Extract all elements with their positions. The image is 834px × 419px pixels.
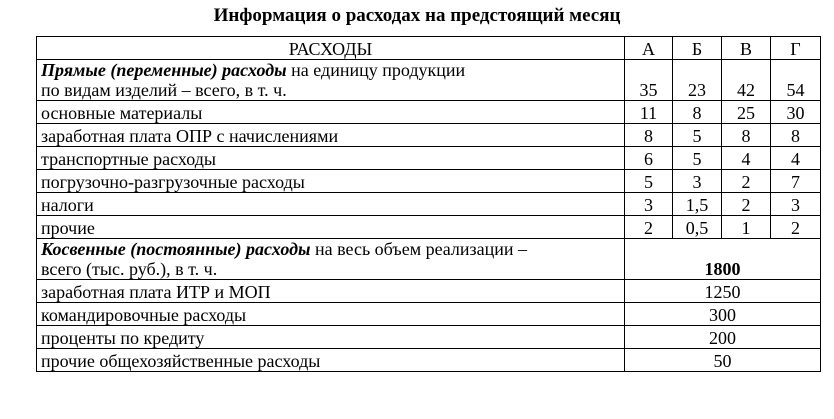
row-label: прочие общехозяйственные расходы [37, 349, 625, 372]
header-col-v: В [722, 37, 771, 60]
expenses-table [36, 36, 821, 372]
cell-v: 2 [722, 193, 771, 216]
table-row [37, 124, 821, 147]
table-row [37, 216, 821, 239]
table-row [37, 349, 821, 372]
cell-v: 1 [722, 216, 771, 239]
header-col-b: Б [673, 37, 722, 60]
indirect-costs-title: Косвенные (постоянные) расходы [41, 239, 311, 259]
direct-total-v: 42 [722, 60, 771, 101]
cell-v: 25 [722, 101, 771, 124]
table-row [37, 170, 821, 193]
indirect-costs-title-line2: всего (тыс. руб.), в т. ч. [41, 259, 218, 279]
cell-g: 8 [771, 124, 821, 147]
cell-b: 8 [673, 101, 722, 124]
direct-total-b: 23 [673, 60, 722, 101]
row-label: заработная плата ОПР с начислениями [37, 124, 625, 147]
cell-g: 7 [771, 170, 821, 193]
direct-costs-label [37, 60, 625, 101]
row-value: 1250 [625, 280, 821, 303]
row-value: 200 [625, 326, 821, 349]
table-header-row [37, 37, 821, 60]
cell-g: 2 [771, 216, 821, 239]
table-row [37, 326, 821, 349]
table-row [37, 101, 821, 124]
direct-total-g: 54 [771, 60, 821, 101]
row-value: 50 [625, 349, 821, 372]
direct-costs-title: Прямые (переменные) расходы [41, 60, 287, 80]
row-label: прочие [37, 216, 625, 239]
cell-a: 2 [625, 216, 673, 239]
row-label: проценты по кредиту [37, 326, 625, 349]
cell-v: 2 [722, 170, 771, 193]
header-col-a: А [625, 37, 673, 60]
row-value: 300 [625, 303, 821, 326]
cell-b: 5 [673, 124, 722, 147]
cell-v: 8 [722, 124, 771, 147]
row-label: заработная плата ИТР и МОП [37, 280, 625, 303]
cell-g: 30 [771, 101, 821, 124]
cell-b: 0,5 [673, 216, 722, 239]
cell-a: 8 [625, 124, 673, 147]
row-label: транспортные расходы [37, 147, 625, 170]
direct-total-a: 35 [625, 60, 673, 101]
table-row [37, 193, 821, 216]
direct-costs-title-line2: по видам изделий – всего, в т. ч. [41, 80, 287, 100]
cell-g: 4 [771, 147, 821, 170]
row-label: основные материалы [37, 101, 625, 124]
header-expenses: РАСХОДЫ [37, 37, 625, 60]
indirect-costs-label [37, 239, 625, 280]
indirect-total: 1800 [625, 239, 821, 280]
cell-a: 6 [625, 147, 673, 170]
row-label: командировочные расходы [37, 303, 625, 326]
row-label: погрузочно-разгрузочные расходы [37, 170, 625, 193]
table-row [37, 303, 821, 326]
cell-a: 5 [625, 170, 673, 193]
indirect-costs-total-row [37, 239, 821, 280]
cell-b: 5 [673, 147, 722, 170]
table-row [37, 147, 821, 170]
direct-costs-total-row [37, 60, 821, 101]
page-title: Информация о расходах на предстоящий месяц [213, 5, 621, 26]
cell-v: 4 [722, 147, 771, 170]
cell-a: 11 [625, 101, 673, 124]
header-col-g: Г [771, 37, 821, 60]
table-row [37, 280, 821, 303]
cell-b: 3 [673, 170, 722, 193]
row-label: налоги [37, 193, 625, 216]
indirect-costs-title-rest: на весь объем реализации – [310, 239, 528, 259]
direct-costs-title-rest: на единицу продукции [286, 60, 466, 80]
cell-b: 1,5 [673, 193, 722, 216]
cell-a: 3 [625, 193, 673, 216]
cell-g: 3 [771, 193, 821, 216]
